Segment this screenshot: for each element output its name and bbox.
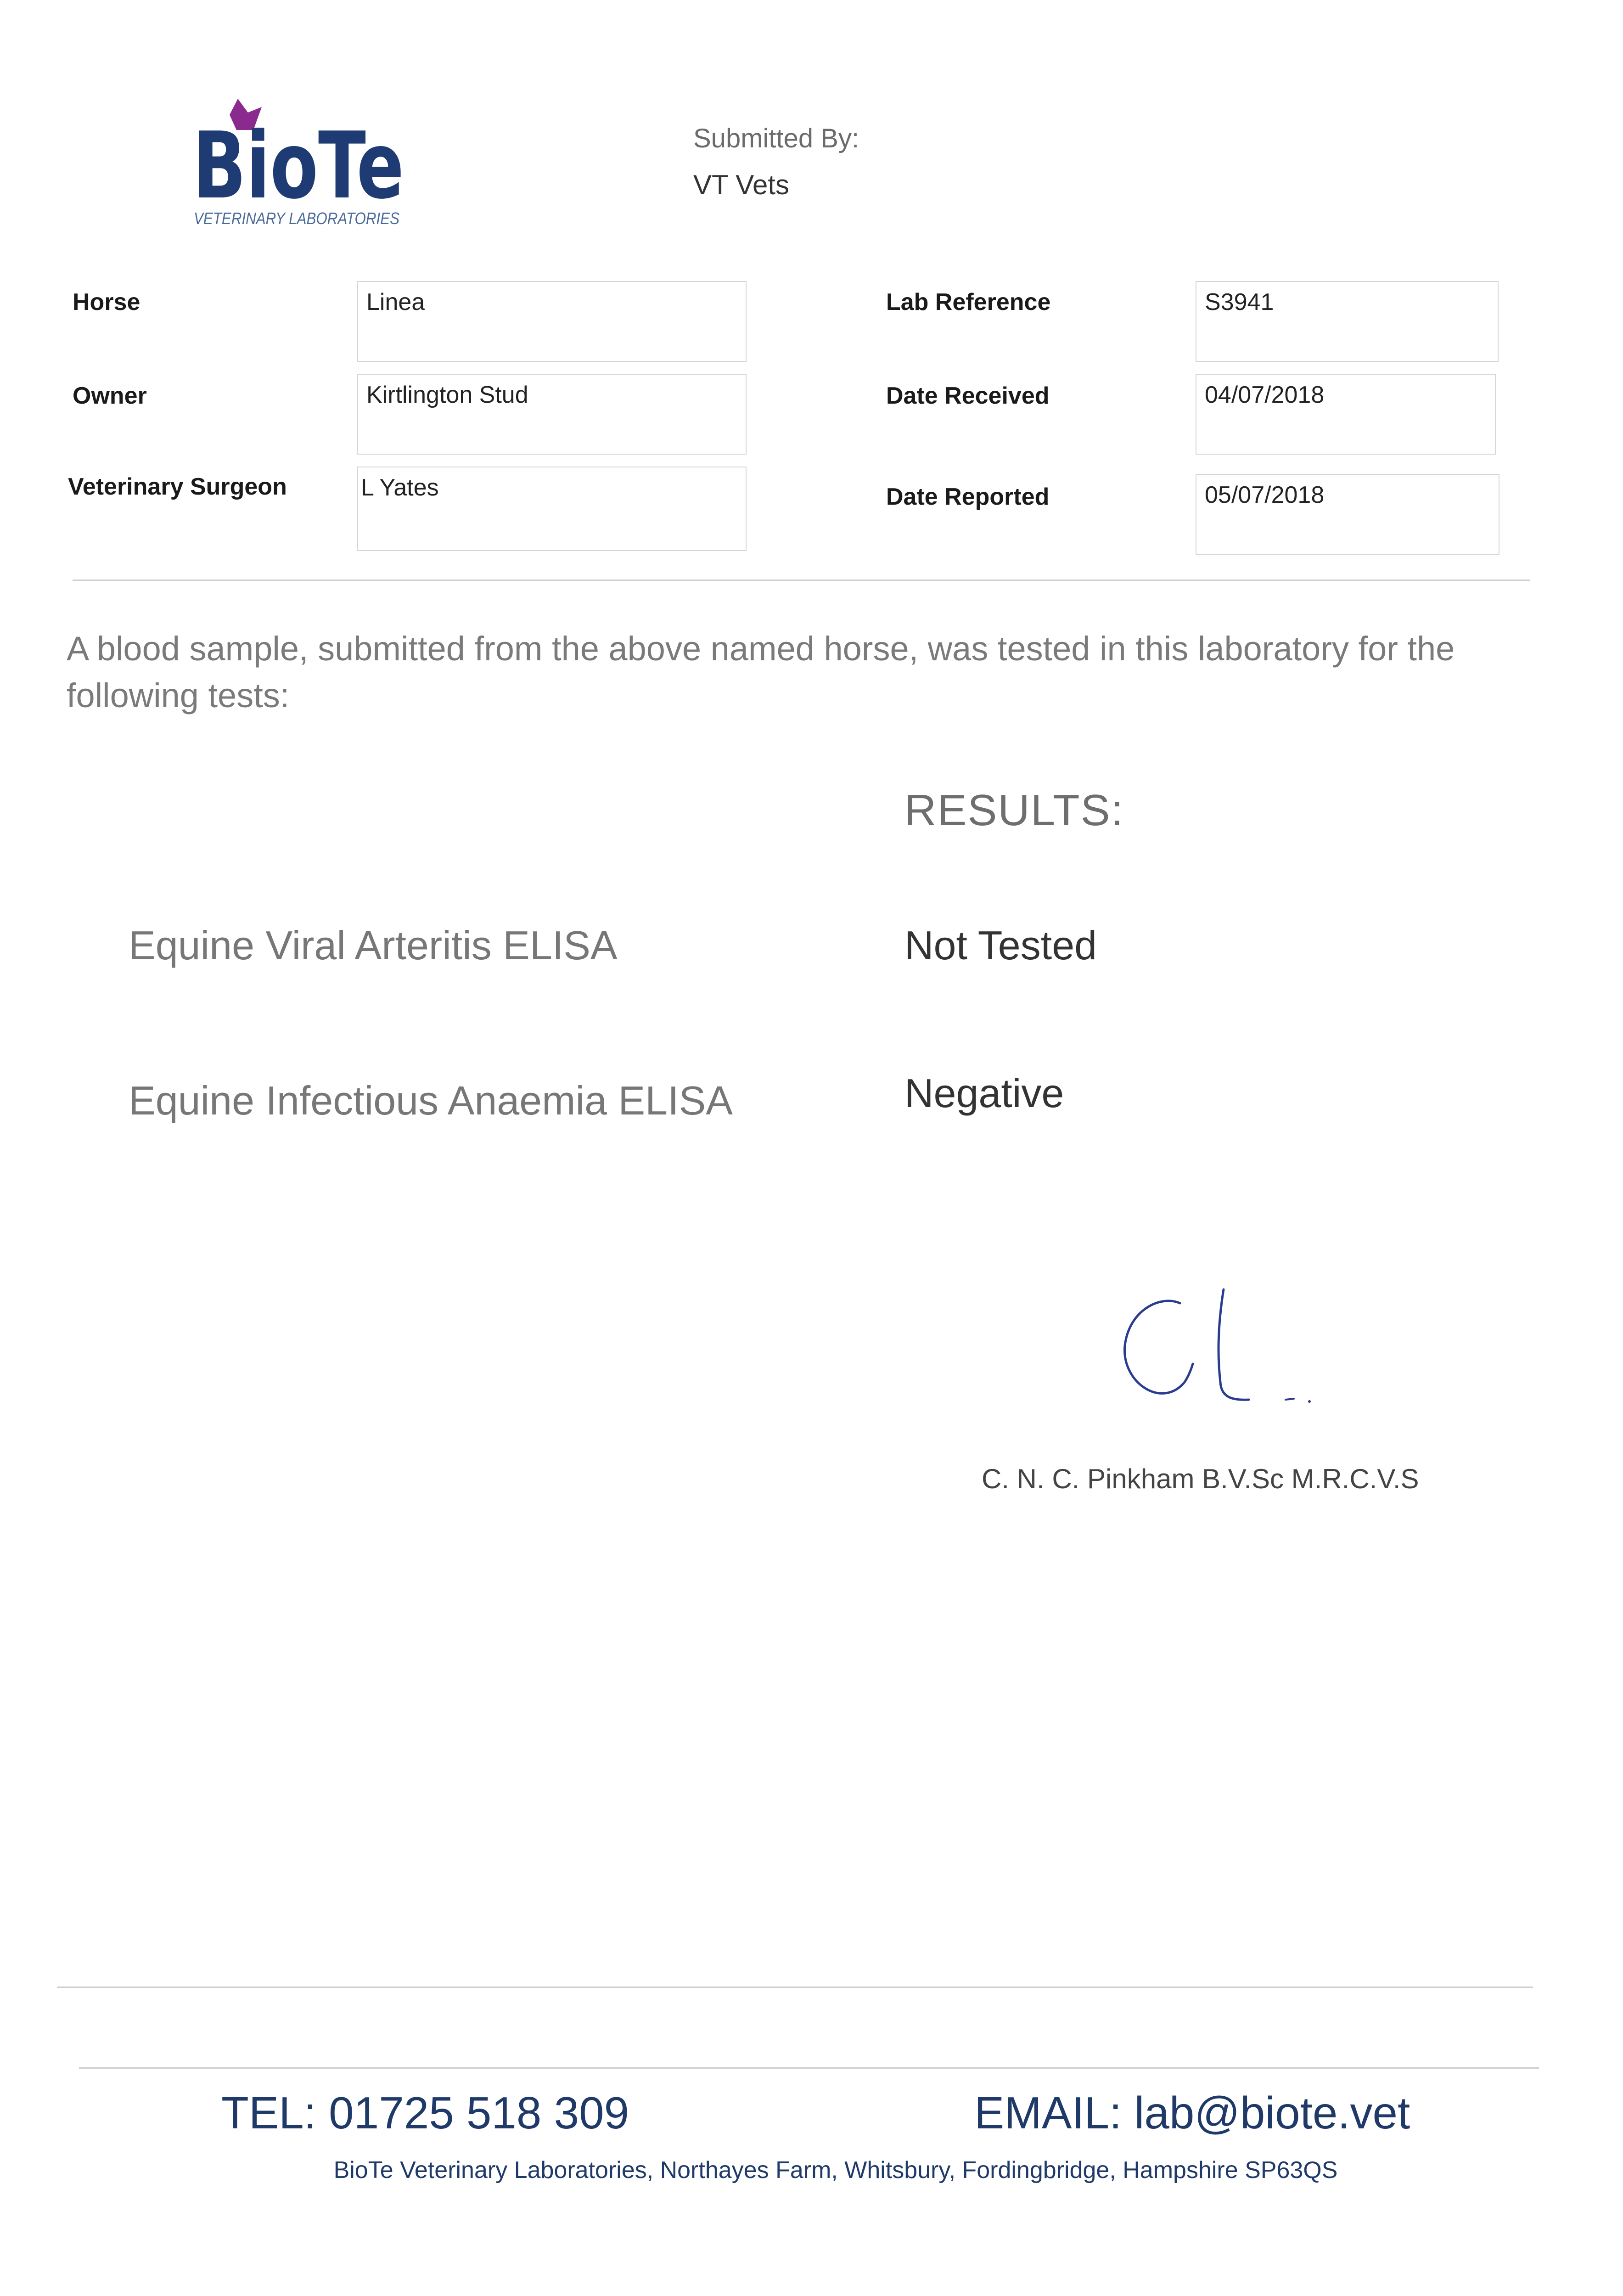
date-received-label: Date Received (886, 383, 1050, 409)
intro-text: A blood sample, submitted from the above named horse, was tested in this laboratory for the following tests: (67, 630, 1455, 715)
lab-reference-value: S3941 (1205, 289, 1274, 315)
horse-value: Linea (366, 289, 425, 315)
email-address: EMAIL: lab@biote.vet (974, 2088, 1410, 2138)
lab-reference-label: Lab Reference (886, 289, 1051, 315)
owner-value-box (357, 374, 747, 455)
date-reported-label: Date Reported (886, 484, 1050, 510)
header-divider (73, 580, 1530, 581)
signature-image (1111, 1277, 1322, 1424)
footer-divider-bottom (79, 2067, 1539, 2069)
test-result: Negative (904, 1070, 1064, 1116)
results-heading: RESULTS: (904, 786, 1124, 835)
date-received-value-box (1196, 374, 1496, 455)
owner-value: Kirtlington Stud (366, 382, 528, 408)
date-reported-value: 05/07/2018 (1205, 482, 1325, 508)
test-result: Not Tested (904, 923, 1097, 968)
date-reported-value-box (1196, 474, 1499, 555)
vet-value-box (357, 467, 747, 551)
lab-address: BioTe Veterinary Laboratories, Northayes Farm, Whitsbury, Fordingbridge, Hampshire SP63QS (333, 2157, 1338, 2183)
test-name: Equine Infectious Anaemia ELISA (129, 1078, 733, 1123)
telephone: TEL: 01725 518 309 (221, 2088, 629, 2138)
signer-name: C. N. C. Pinkham B.V.Sc M.R.C.V.S (982, 1463, 1419, 1494)
vet-label: Veterinary Surgeon (68, 473, 287, 500)
vet-value: L Yates (361, 474, 439, 501)
date-received-value: 04/07/2018 (1205, 382, 1325, 408)
biote-logo (193, 94, 409, 227)
owner-label: Owner (73, 383, 147, 409)
logo-tagline: VETERINARY LABORATORIES (194, 209, 399, 227)
submitted-by-value: VT Vets (693, 169, 790, 200)
submitted-by-label: Submitted By: (693, 124, 859, 153)
lab-reference-value-box (1196, 281, 1499, 362)
horse-value-box (357, 281, 747, 362)
horse-label: Horse (73, 289, 140, 315)
logo-wordmark: BioTe (193, 113, 404, 219)
test-name: Equine Viral Arteritis ELISA (129, 923, 618, 968)
footer-divider-top (57, 1986, 1533, 1988)
